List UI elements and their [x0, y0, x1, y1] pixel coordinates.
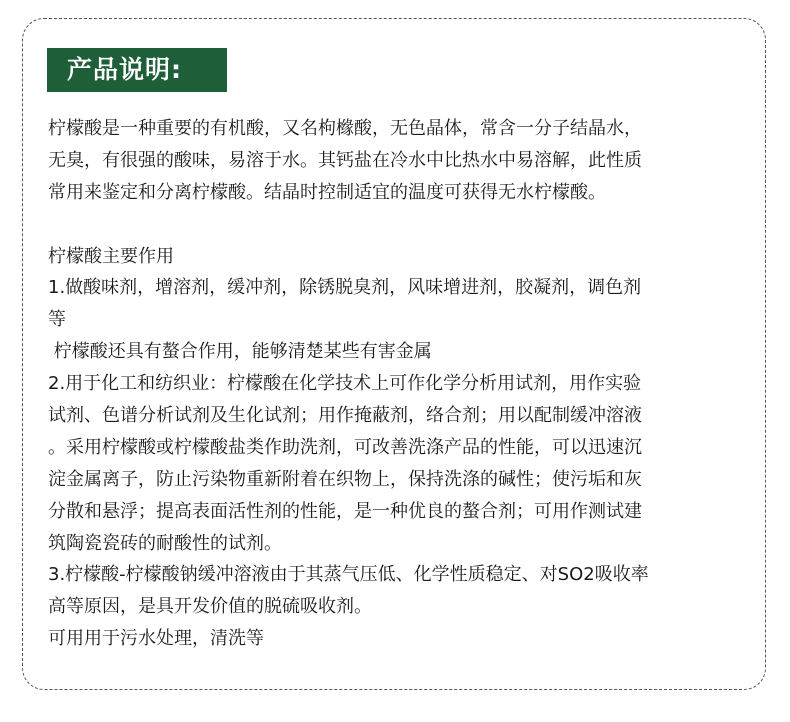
paragraph-line: 可用用于污水处理，清洗等 [48, 628, 264, 650]
paragraph-line: 等 [48, 309, 66, 331]
blank-line [48, 209, 760, 241]
paragraph-line: 3.柠檬酸-柠檬酸钠缓冲溶液由于其蒸气压低、化学性质稳定、对SO2吸收率 [48, 564, 649, 586]
paragraph-line: 淀金属离子，防止污染物重新附着在织物上，保持洗涤的碱性；使污垢和灰 [48, 468, 642, 490]
paragraph-line: 柠檬酸还具有螯合作用，能够清楚某些有害金属 [48, 341, 432, 363]
paragraph-line: 分散和悬浮；提高表面活性剂的性能，是一种优良的螯合剂；可用作测试建 [48, 500, 642, 522]
paragraph-line: 。采用柠檬酸或柠檬酸盐类作助洗剂，可改善洗涤产品的性能，可以迅速沉 [48, 436, 642, 458]
paragraph-line: 常用来鉴定和分离柠檬酸。结晶时控制适宜的温度可获得无水柠檬酸。 [48, 181, 606, 203]
paragraph-line: 无臭，有很强的酸味，易溶于水。其钙盐在冷水中比热水中易溶解，此性质 [48, 149, 642, 171]
paragraph-line: 2.用于化工和纺织业：柠檬酸在化学技术上可作化学分析用试剂，用作实验 [48, 373, 642, 395]
subheading-line: 柠檬酸主要作用 [48, 245, 174, 267]
description-body [48, 113, 760, 655]
paragraph-line: 1.做酸味剂，增溶剂，缓冲剂，除锈脱臭剂，风味增进剂，胶凝剂，调色剂 [48, 277, 642, 299]
paragraph-line: 高等原因，是具开发价值的脱硫吸收剂。 [48, 596, 372, 618]
section-title: 产品说明: [47, 48, 227, 92]
paragraph-line: 柠檬酸是一种重要的有机酸，又名枸橼酸，无色晶体，常含一分子结晶水， [48, 118, 642, 139]
paragraph-line: 试剂、色谱分析试剂及生化试剂；用作掩蔽剂，络合剂；用以配制缓冲溶液 [48, 405, 642, 427]
paragraph-line: 筑陶瓷瓷砖的耐酸性的试剂。 [48, 532, 282, 554]
